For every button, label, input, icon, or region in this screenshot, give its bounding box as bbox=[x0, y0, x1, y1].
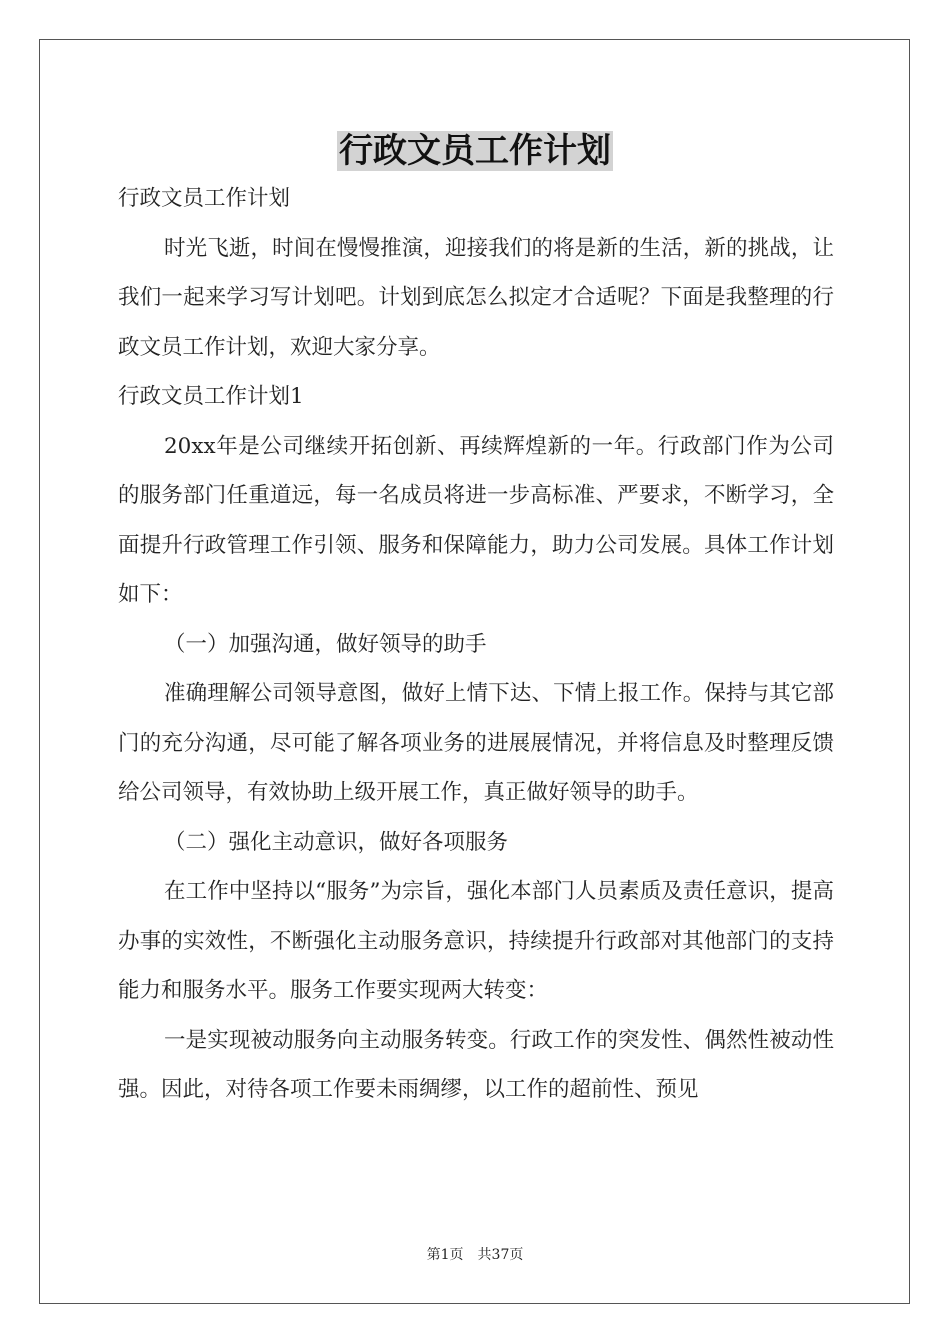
document-body bbox=[118, 174, 834, 1115]
document-title bbox=[0, 126, 950, 176]
body-paragraph: 一是实现被动服务向主动服务转变。行政工作的突发性、偶然性被动性强。因此，对待各项工作要未雨绸缪，以工作的超前性、预见 bbox=[118, 1027, 834, 1102]
section-heading: 行政文员工作计划1 bbox=[118, 384, 304, 409]
body-paragraph: 20xx年是公司继续开拓创新、再续辉煌新的一年。行政部门作为公司的服务部门任重道远，每一名成员将进一步高标准、严要求，不断学习，全面提升行政管理工作引领、服务和保障能力，助力公司发展。具体工作计划如下： bbox=[118, 433, 834, 607]
document-title-text: 行政文员工作计划 bbox=[339, 131, 611, 171]
subsection-heading: （二）强化主动意识，做好各项服务 bbox=[164, 829, 509, 855]
body-paragraph: 在工作中坚持以“服务”为宗旨，强化本部门人员素质及责任意识，提高办事的实效性，不断强化主动服务意识，持续提升行政部对其他部门的支持能力和服务水平。服务工作要实现两大转变： bbox=[118, 879, 834, 1003]
page-total: 共37页 bbox=[477, 1247, 524, 1263]
page-number: 第1页 bbox=[426, 1247, 464, 1263]
intro-paragraph: 时光飞逝，时间在慢慢推演，迎接我们的将是新的生活，新的挑战，让我们一起来学习写计划吧。计划到底怎么拟定才合适呢？下面是我整理的行政文员工作计划，欢迎大家分享。 bbox=[118, 235, 834, 360]
subtitle-line: 行政文员工作计划 bbox=[118, 186, 291, 211]
page-footer bbox=[0, 1244, 950, 1264]
subsection-heading: （一）加强沟通，做好领导的助手 bbox=[164, 631, 487, 657]
body-paragraph: 准确理解公司领导意图，做好上情下达、下情上报工作。保持与其它部门的充分沟通，尽可能了解各项业务的进展展情况，并将信息及时整理反馈给公司领导，有效协助上级开展工作，真正做好领导的助手。 bbox=[118, 681, 834, 805]
